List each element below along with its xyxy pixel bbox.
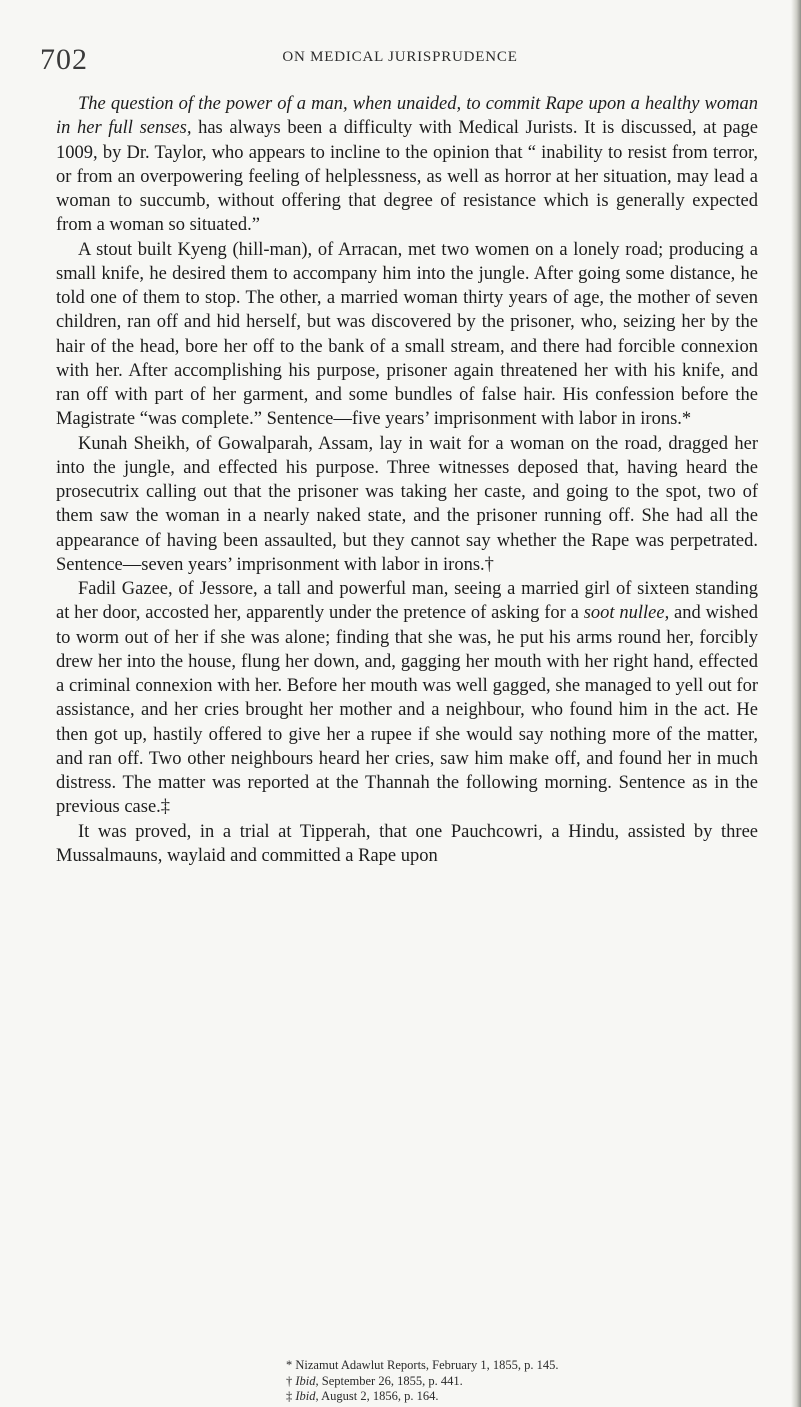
- footnote-1: * Nizamut Adawlut Reports, February 1, 1855, p. 145.: [286, 1358, 559, 1372]
- footnote-ref: *: [681, 409, 692, 430]
- paragraph-tipperah-case: It was proved, in a trial at Tipperah, that one Pauchcowri, a Hindu, assisted by three Mussalmauns, waylaid and committed a Rape upon: [56, 821, 758, 866]
- page-header: [40, 43, 760, 77]
- paragraph-fadil-case: Fadil Gazee, of Jessore, a tall and powerful man, seeing a married girl of sixteen standing at her door, accosted her, apparently under the pretence of asking for a soot nullee, and wished to worm out of her if she was alone; finding that she was, he put his arms round her, forcibly drew her into the house, flung her down, and, gagging her mouth with her right hand, effected a criminal connexion with her. Before her mouth was well gagged, she managed to yell out for assistance, and her cries brought her mother and a neighbour, who found him in the act. He then got up, hastily offered to give her a rupee if she would say nothing more of the matter, and ran off. Two other neighbours heard her cries, saw him make off, and found her in much distress. The matter was reported at the Thannah the following morning. Sentence as in the previous case.‡: [56, 579, 758, 818]
- footnote-ref: †: [484, 554, 494, 575]
- footnote-3: ‡ Ibid, August 2, 1856, p. 164.: [286, 1389, 439, 1403]
- page-edge-shadow: [791, 0, 801, 1407]
- question-italic: The question of the power of a man, when unaided, to commit Rape upon a healthy woman in her full senses,: [56, 94, 758, 139]
- question-rest: has always been a difficulty with Medical Jurists. It is discussed, at page 1009, by Dr. Taylor, who appears to incline to the opinion that “ inability to resist from terror, or from an overpowering feeling of helplessness, as well as horror at her situation, may lead a woman to succumb, without offering that degree of resistance which is generally expected from a woman so situated.”: [56, 118, 758, 236]
- paragraph-question: [56, 92, 758, 238]
- paragraph-kunah-case: Kunah Sheikh, of Gowalparah, Assam, lay in wait for a woman on the road, dragged her into the jungle, and effected his purpose. Three witnesses deposed that, having heard the prosecutrix calling out that the prisoner was taking her caste, and going to the spot, two of them saw the woman in a nearly naked state, and the prisoner running off. She had all the appearance of having been assaulted, but they cannot say whether the Rape was perpetrated. Sentence—seven years’ imprisonment with labor in irons.†: [56, 433, 758, 575]
- running-head: ON MEDICAL JURISPRUDENCE: [282, 49, 518, 65]
- page-number: 702: [40, 43, 88, 76]
- paragraph-kyeng-case: A stout built Kyeng (hill-man), of Arracan, met two women on a lonely road; producing a small knife, he desired them to accompany him into the jungle. After going some distance, he told one of them to stop. The other, a married woman thirty years of age, the mother of seven children, ran off and hid herself, but was discovered by the prisoner, who, seizing her by the hair of the head, bore her off to the bank of a small stream, and there had forcible connexion with her. After accomplishing his purpose, prisoner again threatened her with his knife, and ran off with part of her garment, and some bundles of false hair. His confession before the Magistrate “was complete.” Sentence—five years’ imprisonment with labor in irons.*: [56, 239, 758, 430]
- footnote-2: † Ibid, September 26, 1855, p. 441.: [286, 1373, 463, 1388]
- body-text: [56, 92, 758, 868]
- footnote-ref: ‡: [160, 797, 171, 818]
- soot-nullee-italic: soot nullee: [583, 603, 665, 624]
- footnotes: [56, 1358, 758, 1405]
